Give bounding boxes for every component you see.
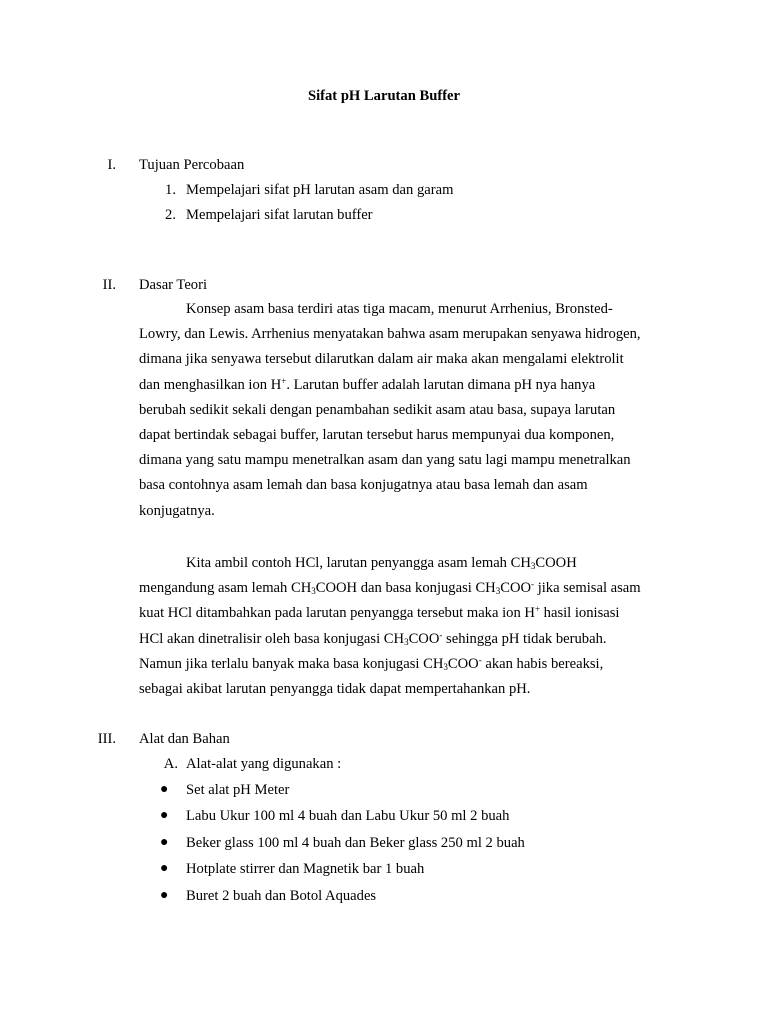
paragraph-2-line [139,652,659,677]
superscript: - [531,579,535,590]
superscript: - [439,629,443,640]
section-1-item-1-number: 1. [165,182,176,198]
text-run: COOH [535,555,577,571]
paragraph-2-line [139,551,659,576]
section-3-sub-a-number: A. [163,756,178,772]
subscript: 3 [495,586,501,597]
text-run: akan habis bereaksi, [481,655,604,672]
text-run: . Larutan buffer adalah larutan dimana pH nya hanya [286,376,596,393]
equipment-list-item: Buret 2 buah dan Botol Aquades [186,888,377,904]
section-2-paragraph-2 [139,551,659,702]
text-run: COO [500,580,532,597]
bullet-icon: ● [160,782,169,797]
paragraph-1-line: dimana yang satu mampu menetralkan asam dan yang satu lagi mampu menetralkan [139,452,631,469]
section-1-item-2-number: 2. [165,207,176,223]
document-title: Sifat pH Larutan Buffer [307,88,461,104]
subscript: 3 [404,636,409,647]
paragraph-1-line [139,373,659,398]
section-1-item-2-text: Mempelajari sifat larutan buffer [186,207,373,223]
text-run: mengandung asam lemah CH [139,580,312,597]
section-3-sub-a-text: Alat-alat yang digunakan : [186,756,342,772]
paragraph-1-line: dimana jika senyawa tersebut dilarutkan dalam air maka akan mengalami elektrolit [139,351,624,368]
section-1-number: I. [107,157,116,173]
text-run: COOH dan basa konjugasi CH [315,580,496,597]
paragraph-2-line: sebagai akibat larutan penyangga tidak dapat mempertahankan pH. [139,680,531,697]
equipment-list-item: Beker glass 100 ml 4 buah dan Beker glass 250 ml 2 buah [186,835,525,851]
subscript: 3 [530,561,536,571]
equipment-list-item: Set alat pH Meter [186,782,290,798]
subscript: 3 [443,661,448,672]
text-run: jika semisal asam [534,580,641,597]
equipment-list-item: Hotplate stirrer dan Magnetik bar 1 buah [186,861,425,877]
section-1-heading: Tujuan Percobaan [139,157,245,173]
text-run: dan menghasilkan ion H [139,376,282,393]
bullet-icon: ● [160,861,169,876]
section-3-number: III. [97,731,116,747]
paragraph-2-line [139,576,659,601]
paragraph-1-line: Lowry, dan Lewis. Arrhenius menyatakan bahwa asam merupakan senyawa hidrogen, [139,326,641,343]
equipment-list-item: Labu Ukur 100 ml 4 buah dan Labu Ukur 50 ml 2 buah [186,808,510,824]
bullet-icon: ● [160,808,169,823]
paragraph-1-line: basa contohnya asam lemah dan basa konjugatnya atau basa lemah dan asam [139,477,588,494]
section-3-heading: Alat dan Bahan [139,731,230,747]
section-1-item-1-text: Mempelajari sifat pH larutan asam dan garam [186,182,454,198]
paragraph-1-line: dapat bertindak sebagai buffer, larutan tersebut harus mempunyai dua komponen, [139,426,615,443]
superscript: - [478,654,482,665]
paragraph-1-line: Konsep asam basa terdiri atas tiga macam, menurut Arrhenius, Bronsted- [186,301,613,317]
text-run: sehingga pH tidak berubah. [442,630,607,647]
text-run: hasil ionisasi [540,605,620,622]
paragraph-1-line: berubah sedikit sekali dengan penambahan sedikit asam atau basa, supaya larutan [139,401,616,418]
superscript: + [281,375,287,386]
paragraph-1-line: konjugatnya. [139,502,215,519]
text-run: Namun jika terlalu banyak maka basa konjugasi CH [139,655,444,672]
superscript: + [534,604,541,615]
section-2-paragraph-1 [139,297,659,524]
text-run: HCl akan dinetralisir oleh basa konjugasi CH [139,630,405,647]
section-2-number: II. [102,277,116,293]
paragraph-2-line [139,627,659,652]
subscript: 3 [311,586,316,597]
text-run: COO [408,630,440,647]
text-run: COO [447,655,479,672]
bullet-icon: ● [160,835,169,850]
text-run: Kita ambil contoh HCl, larutan penyangga asam lemah CH [186,555,531,571]
paragraph-2-line [139,601,659,626]
bullet-icon: ● [160,888,169,903]
section-2-heading: Dasar Teori [139,277,208,293]
text-run: kuat HCl ditambahkan pada larutan penyangga tersebut maka ion H [139,605,535,622]
